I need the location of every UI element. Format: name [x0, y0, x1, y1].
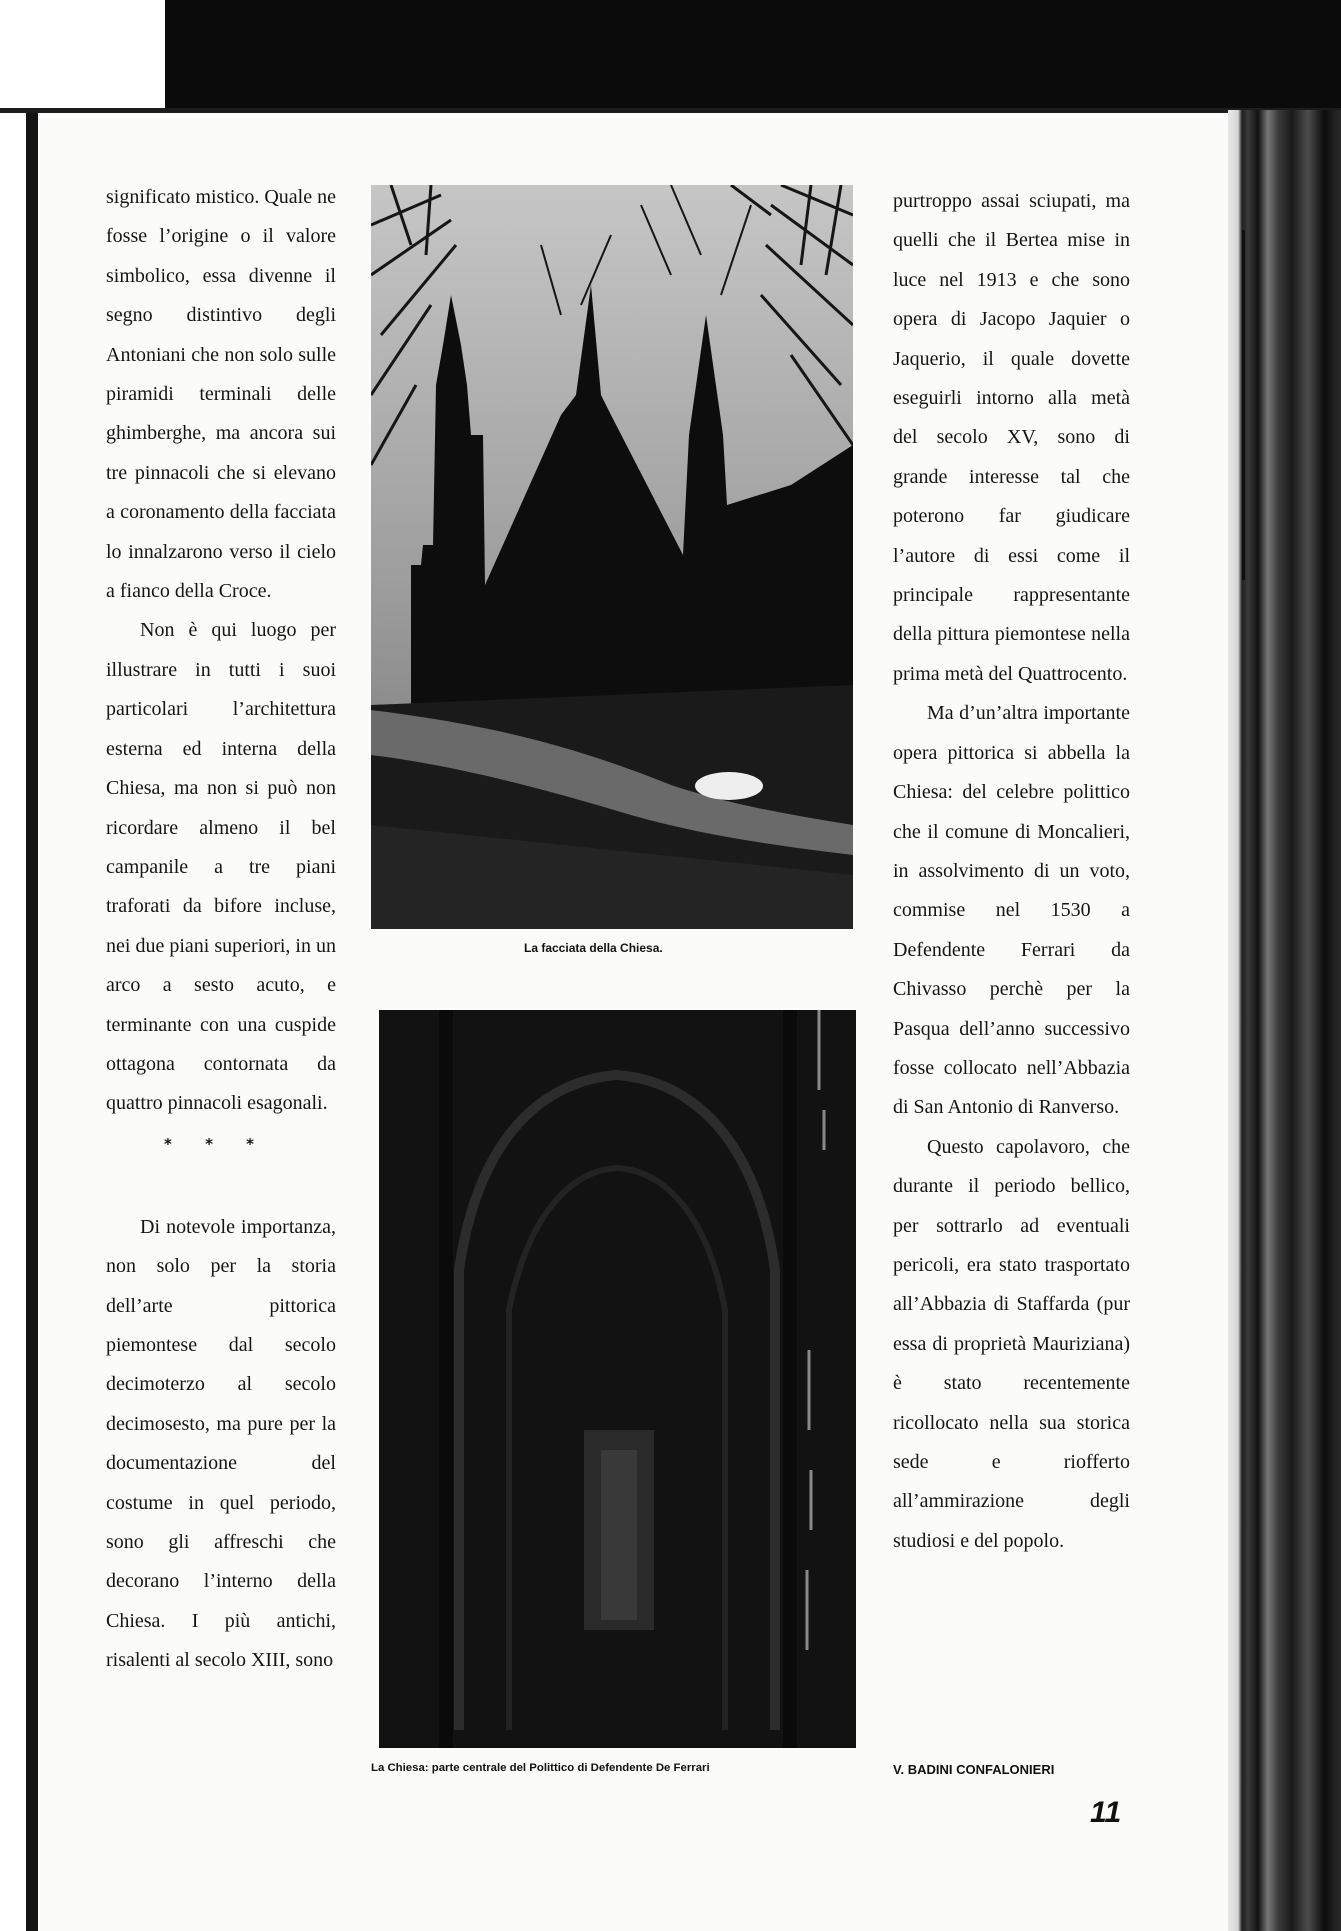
paragraph: Questo capolavoro, che durante il periodo bellico, per sottrarlo ad eventuali pericoli, era stato trasportato all’Abbazia di Staffarda (pur essa di proprietà Mauriziana) è stato recentemente ricollocato nella sua storica sede e riofferto all’ammirazione degli studiosi e del popolo.	[893, 1135, 1130, 1552]
polyptych-caption: La Chiesa: parte centrale del Polittico di Defendente De Ferrari	[371, 1762, 710, 1774]
right-text-column	[893, 182, 1130, 1561]
section-spacer	[106, 1164, 336, 1208]
polyptych-photo-image	[379, 1010, 856, 1748]
scan-left-edge	[26, 113, 38, 1931]
paragraph: significato mistico. Quale ne fosse l’origine o il valore simbolico, essa divenne il segno distintivo degli Antoniani che non solo sulle piramidi terminali delle ghimberghe, ma ancora sui tre pinnacoli che si elevano a coronamento della facciata lo innalzarono verso il cielo a fianco della Croce.	[106, 186, 336, 603]
facade-photo	[371, 185, 853, 929]
left-text-column	[106, 178, 336, 1681]
paragraph: Ma d’un’altra importante opera pittorica si abbella la Chiesa: del celebre polittico che il comune di Moncalieri, in assolvimento di un voto, commise nel 1530 a Defendente Ferrari da Chivasso perchè per la Pasqua dell’anno successivo fosse collocato nell’Abbazia di San Antonio di Ranverso.	[893, 702, 1130, 1119]
section-separator: * * *	[164, 1134, 268, 1153]
page-number: 11	[1090, 1796, 1122, 1829]
author-signature: V. BADINI CONFALONIERI	[893, 1762, 1055, 1777]
paragraph: Di notevole importanza, non solo per la storia dell’arte pittorica piemontese dal secolo decimoterzo al secolo decimosesto, ma pure per la documentazione del costume in quel periodo, sono gli affreschi che decorano l’interno della Chiesa. I più antichi, risalenti al secolo XIII, sono	[106, 1215, 336, 1672]
facade-caption: La facciata della Chiesa.	[524, 941, 663, 955]
spine-mark	[1242, 230, 1245, 580]
scan-top-band	[165, 0, 1341, 110]
paragraph: purtroppo assai sciupati, ma quelli che il Bertea mise in luce nel 1913 e che sono opera di Jacopo Jaquier o Jaquerio, il quale dovette eseguirli intorno alla metà del secolo XV, sono di grande interesse tal che poterono far giudicare l’autore di essi come il principale rappresentante della pittura piemontese nella prima metà del Quattrocento.	[893, 190, 1130, 685]
paragraph: Non è qui luogo per illustrare in tutti i suoi particolari l’architettura esterna ed interna della Chiesa, ma non si può non ricordare almeno il bel campanile a tre piani traforati da bifore incluse, nei due piani superiori, in un arco a sesto acuto, e terminante con una cuspide ottagona contornata da quattro pinnacoli esagonali.	[106, 619, 336, 1115]
scan-page-edge	[0, 108, 1341, 113]
facade-photo-image	[371, 185, 853, 929]
polyptych-photo	[379, 1010, 856, 1748]
